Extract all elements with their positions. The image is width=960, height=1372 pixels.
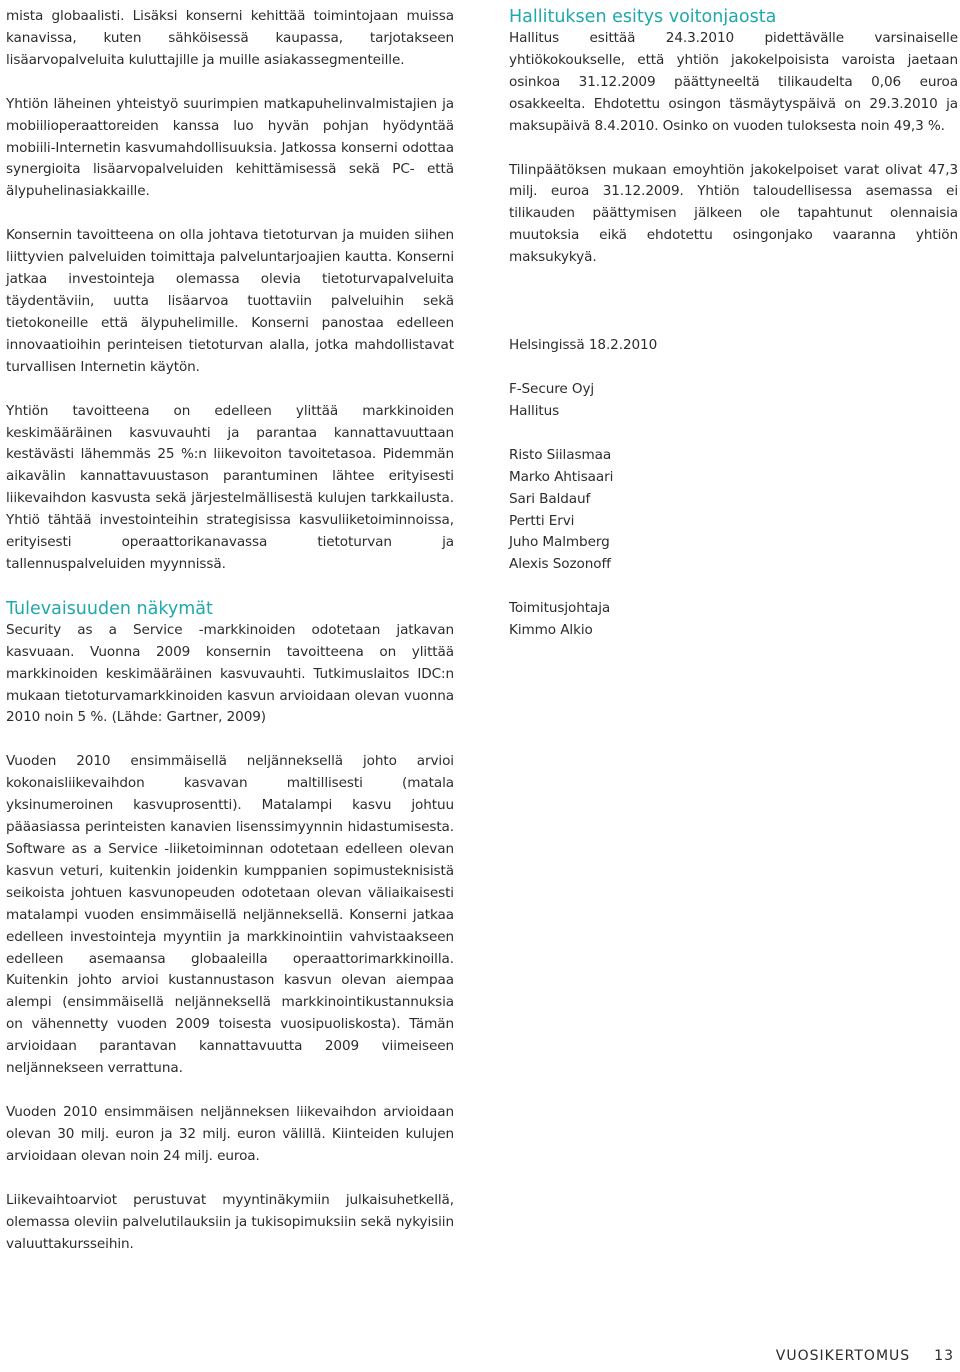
- paragraph: Hallitus esittää 24.3.2010 pidettävälle varsinaiselle yhtiökokoukselle, että yhtiön jakokelpoisista varoista jaetaan osinkoa 31.12.2009 päättyneeltä tilikaudelta 0,06 euroa osakkeelta. Ehdotettu osingon täsmäytyspäivä on 29.3.2010 ja maksupäivä 8.4.2010. Osinko on vuoden tuloksesta noin 49,3 %.: [509, 30, 958, 134]
- page-number: 13: [934, 1348, 954, 1364]
- ceo-name: Kimmo Alkio: [509, 622, 593, 639]
- board-member: Pertti Ervi: [509, 512, 575, 529]
- paragraph: Tilinpäätöksen mukaan emoyhtiön jakokelpoiset varat olivat 47,3 milj. euroa 31.12.2009. Yhtiön taloudellisessa asemassa ei tilikauden päättymisen jälkeen ole tapahtunut olennaisia muutoksia eikä ehdotettu osingonjako vaaranna yhtiön maksukykyä.: [509, 161, 958, 266]
- paragraph: Yhtiön tavoitteena on edelleen ylittää markkinoiden keskimääräinen kasvuvauhti ja parantaa kannattavuuttaan kestävästi lähemmäs 25 %:n liikevoiton tavoitetasoa. Pidemmän aikavälin kannattavuustason parantuminen lähtee erityisesti liikevaihdon kasvusta sekä järjestelmällisestä kulujen tarkkailusta. Yhtiö tähtää investointeihin strategisissa kasvuliiketoiminnoissa, erityisesti operaattorikanavassa tietoturvan ja tallennuspalveluiden myynnissä.: [6, 402, 454, 572]
- board-member: Juho Malmberg: [509, 534, 610, 551]
- paragraph: Yhtiön läheinen yhteistyö suurimpien matkapuhelinvalmistajien ja mobiilioperaattoreiden kanssa luo hyvän pohjan hyödyntää mobiili-Internetin kasvumahdollisuuksia. Jatkossa konserni odottaa synergioita lisäarvopalveluiden kehittämisessä sekä PC- että älypuhelinasiakkaille.: [6, 95, 454, 200]
- paragraph: Liikevaihtoarviot perustuvat myyntinäkymiin julkaisuhetkellä, olemassa oleviin palvelutilauksiin ja tukisopimuksiin sekä nykyisiin valuuttakursseihin.: [6, 1191, 454, 1252]
- paragraph: Vuoden 2010 ensimmäisen neljänneksen liikevaihdon arvioidaan olevan 30 milj. euron ja 32 milj. euron välillä. Kiinteiden kulujen arvioidaan olevan noin 24 milj. euroa.: [6, 1103, 454, 1164]
- board-member: Sari Baldauf: [509, 490, 591, 507]
- paragraph: Konsernin tavoitteena on olla johtava tietoturvan ja muiden siihen liittyvien palveluiden toimittaja palveluntarjoajien kautta. Konserni jatkaa investointeja olemassa olevia tietoturvapalveluita täydentäviin, uutta lisäarvoa tuottaviin palveluihin sekä tietokoneille että älypuhelimille. Konserni panostaa edelleen innovaatioihin perinteisen tietoturvan alalla, jotka mahdollistavat turvallisen Internetin käytön.: [6, 227, 454, 375]
- right-column: [509, 6, 958, 642]
- board-member: Marko Ahtisaari: [509, 468, 614, 485]
- board-label: Hallitus: [509, 402, 560, 419]
- board-member: Alexis Sozonoff: [509, 556, 611, 573]
- signature-block: [509, 335, 958, 642]
- section-heading-outlook: Tulevaisuuden näkymät: [6, 598, 213, 619]
- footer-label: VUOSIKERTOMUS: [775, 1348, 911, 1364]
- page-footer: [752, 1348, 954, 1372]
- paragraph: mista globaalisti. Lisäksi konserni kehittää toimintojaan muissa kanavissa, kuten sähköisessä kaupassa, tarjotakseen lisäarvopalveluita kuluttajille ja muille asiakassegmenteille.: [6, 8, 454, 68]
- place-date: Helsingissä 18.2.2010: [509, 337, 658, 354]
- left-column: [6, 6, 454, 1255]
- ceo-title: Toimitusjohtaja: [509, 600, 611, 617]
- company-name: F-Secure Oyj: [509, 380, 595, 397]
- section-heading-dividend: Hallituksen esitys voitonjaosta: [509, 7, 777, 27]
- board-member: Risto Siilasmaa: [509, 446, 612, 463]
- paragraph: Security as a Service -markkinoiden odotetaan jatkavan kasvuaan. Vuonna 2009 konsernin tavoitteena on ylittää markkinoiden keskimääräinen kasvuvauhti. Tutkimuslaitos IDC:n mukaan tietoturvamarkkinoiden kasvun arvioidaan olevan vuonna 2010 noin 5 %. (Lähde: Gartner, 2009): [6, 621, 454, 726]
- paragraph: Vuoden 2010 ensimmäisellä neljänneksellä johto arvioi kokonaisliikevaihdon kasvavan maltillisesti (matala yksinumeroinen kasvuprosentti). Matalampi kasvu johtuu pääasiassa perinteisten kanavien lisenssimyynnin hidastumisesta. Software as a Service -liiketoiminnan odotetaan edelleen olevan kasvun veturi, kuitenkin joidenkin kumppanien sopimusteknisistä seikoista johtuen kasvunopeuden odotetaan olevan väliaikaisesti matalampi vuoden ensimmäisellä neljänneksellä. Konserni jatkaa edelleen investointeja myyntiin ja markkinointiin vahvistaakseen edelleen asemaansa globaaleilla operaattorimarkkinoilla. Kuitenkin johto arvioi kustannustason kasvun olevan aiempaa alempi (ensimmäisellä neljänneksellä markkinointikustannuksia on vähennetty vuoden 2009 toisesta vuosipuoliskosta). Tämän arvioidaan parantavan kannattavuutta 2009 viimeiseen neljännekseen verrattuna.: [6, 753, 454, 1077]
